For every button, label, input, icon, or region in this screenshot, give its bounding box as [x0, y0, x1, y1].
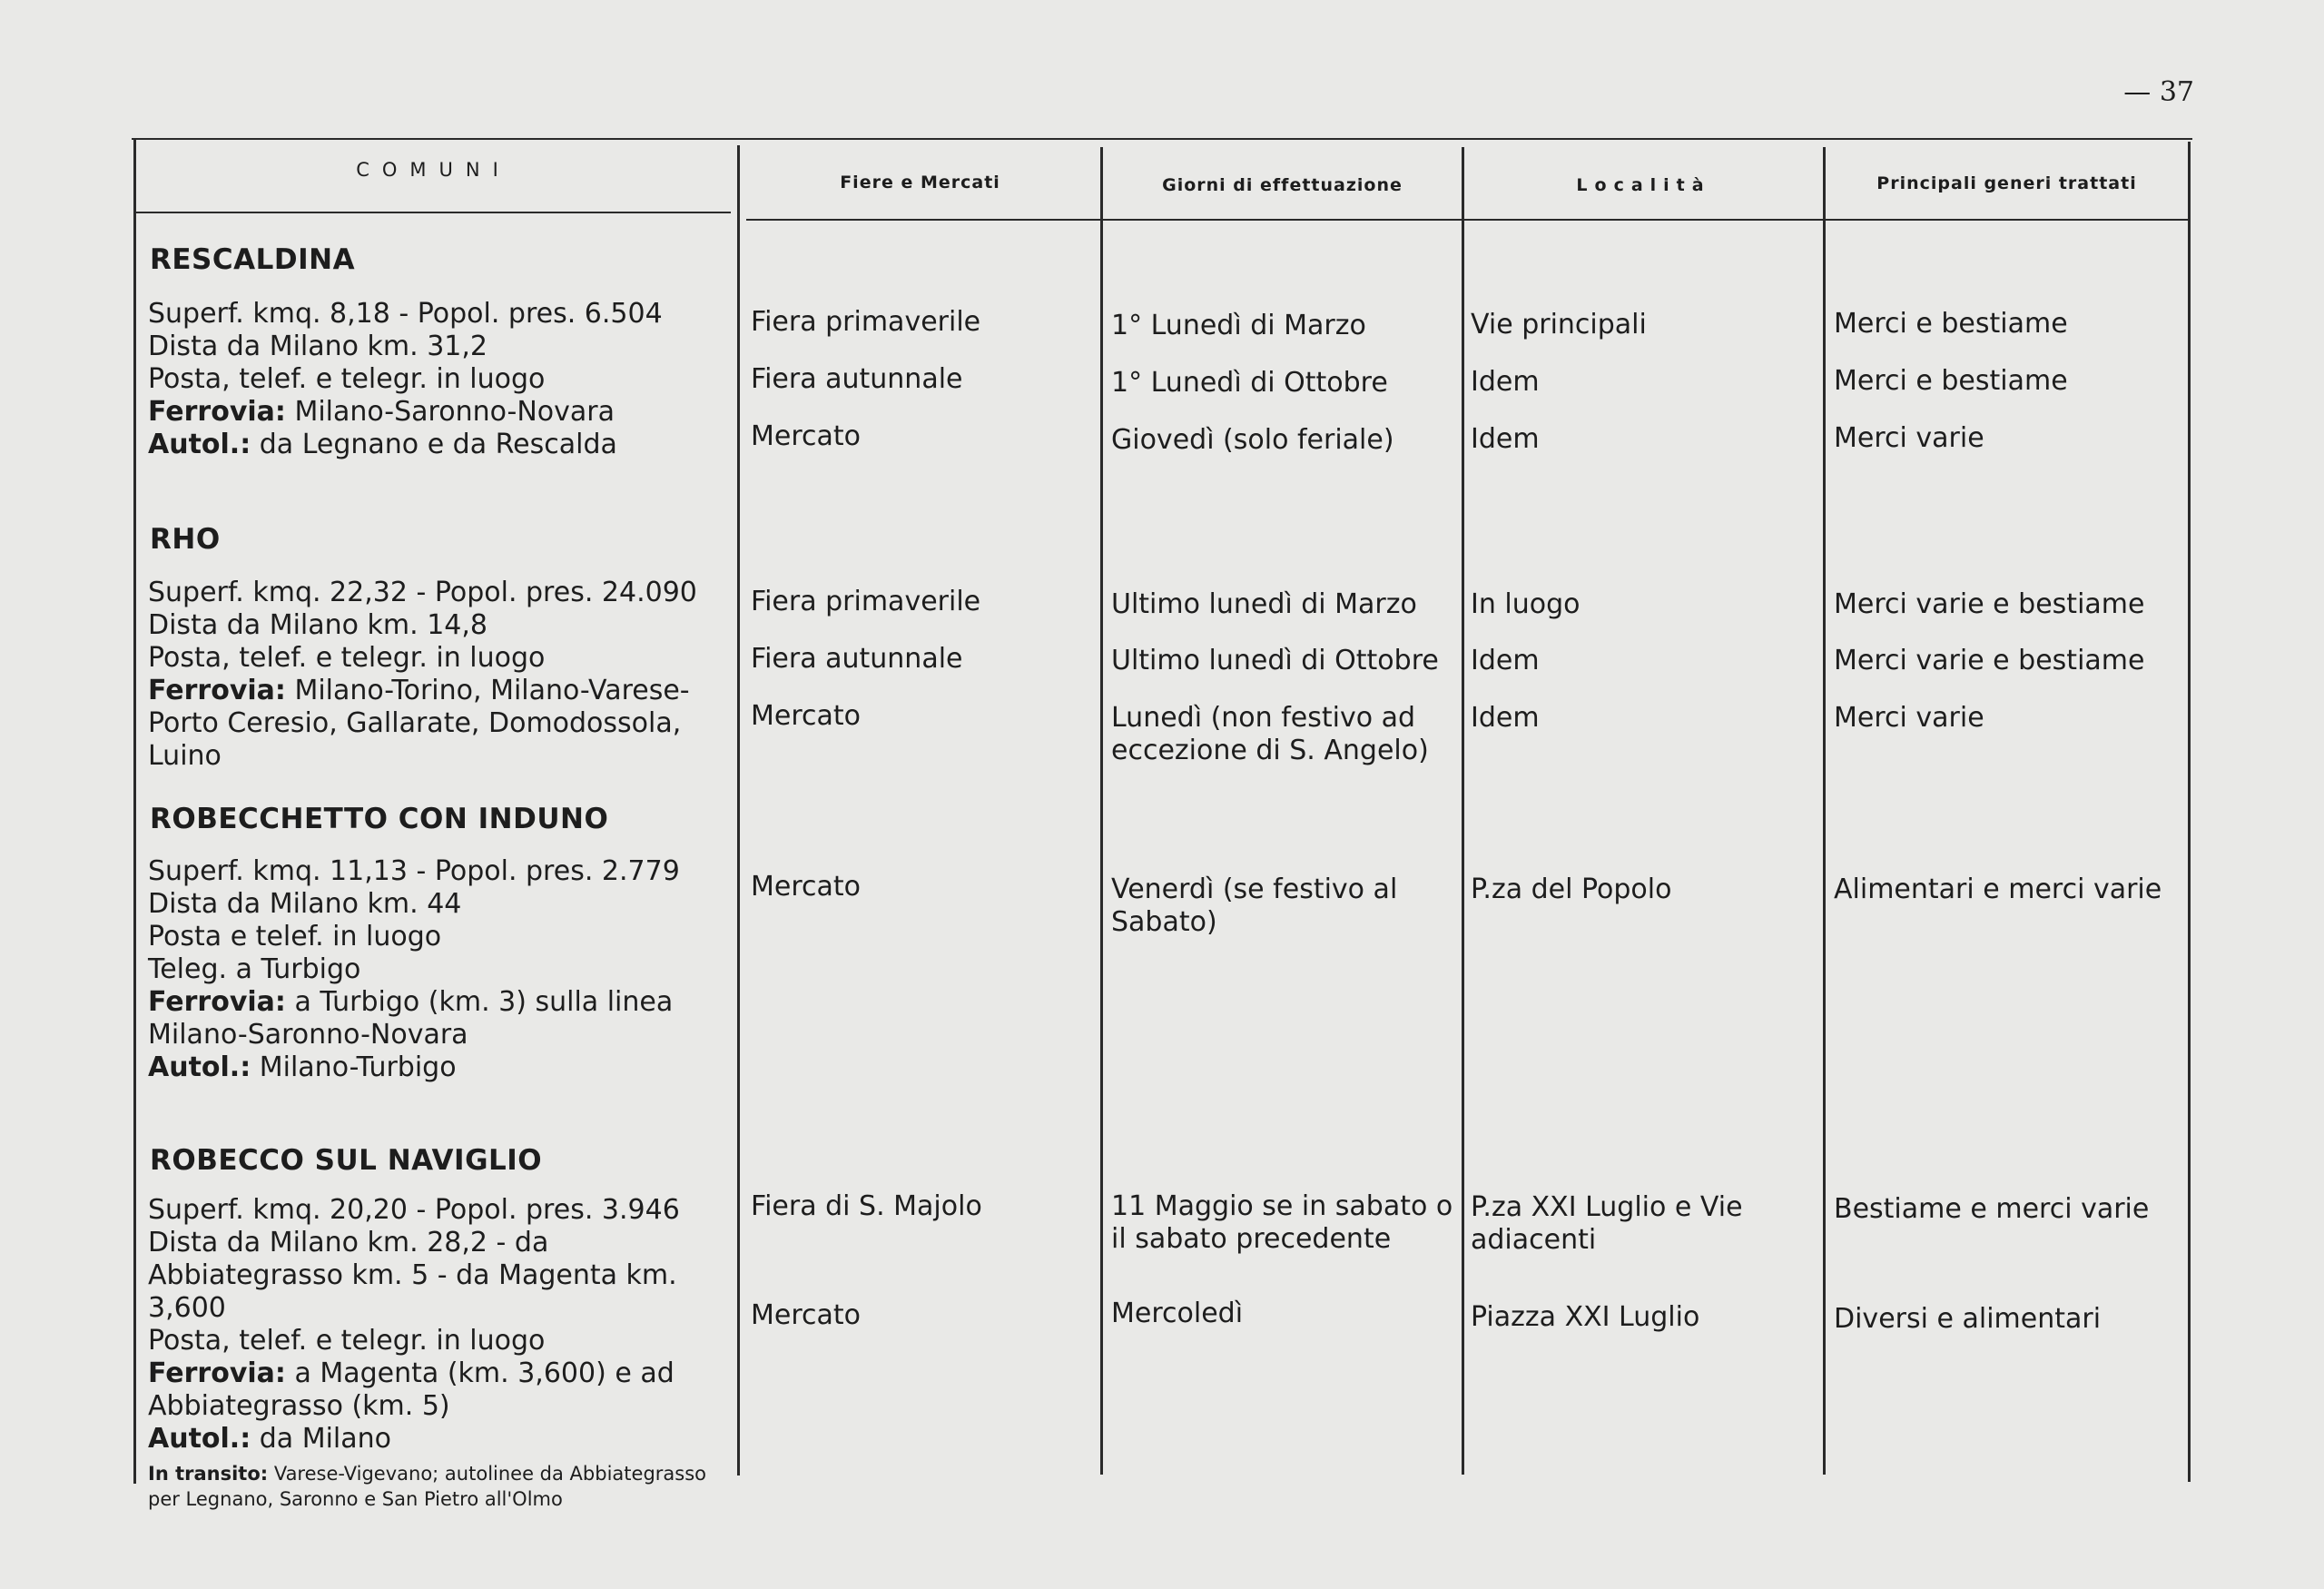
generi-cell: Merci varie [1834, 422, 1984, 454]
fiera-cell: Fiera autunnale [751, 643, 963, 675]
top-rule [132, 138, 2192, 140]
fiera-cell: Fiera autunnale [751, 363, 963, 395]
localita-cell: Idem [1471, 702, 1540, 734]
header-rule [136, 212, 731, 213]
desc-line: Dista da Milano km. 31,2 [148, 331, 488, 362]
desc-line: Posta, telef. e telegr. in luogo [148, 1325, 546, 1357]
fiera-cell: Fiera di S. Majolo [751, 1190, 982, 1222]
ferrovia-text: a Magenta (km. 3,600) e ad Abbiategrasso (km. 5) [148, 1357, 675, 1422]
fiera-cell: Mercato [751, 1299, 862, 1331]
ferrovia-text: Milano-Saronno-Novara [285, 396, 615, 428]
desc-line [148, 1357, 729, 1423]
desc-line: Superf. kmq. 20,20 - Popol. pres. 3.946 [148, 1194, 680, 1226]
localita-cell: P.za del Popolo [1471, 873, 1672, 905]
desc-line: Teleg. a Turbigo [148, 953, 361, 985]
desc-line [148, 1051, 729, 1084]
autol-label: Autol.: [148, 1051, 251, 1083]
autol-text: da Legnano e da Rescalda [251, 429, 617, 460]
column-divider [737, 145, 740, 1476]
localita-cell: Idem [1471, 645, 1540, 676]
giorni-cell: 1° Lunedì di Ottobre [1111, 367, 1388, 399]
ferrovia-text: a Turbigo (km. 3) sulla linea Milano-Saronno-Novara [148, 986, 674, 1051]
autol-text: da Milano [251, 1423, 392, 1455]
generi-cell: Diversi e alimentari [1834, 1303, 2102, 1335]
generi-cell: Merci e bestiame [1834, 308, 2068, 340]
transito-text: Varese-Vigevano; autolinee da Abbiategrasso per Legnano, Saronno e San Pietro all'Olmo [148, 1463, 707, 1510]
header-fiere: Fiere e Mercati [840, 173, 1000, 192]
localita-cell: Idem [1471, 423, 1540, 455]
generi-cell: Merci varie e bestiame [1834, 588, 2145, 620]
column-divider [2188, 142, 2191, 1482]
desc-line: Dista da Milano km. 28,2 - da Abbiategrasso km. 5 - da Magenta km. 3,600 [148, 1227, 677, 1324]
localita-cell: Piazza XXI Luglio [1471, 1301, 1700, 1333]
fiera-cell: Fiera primaverile [751, 306, 981, 338]
localita-cell: P.za XXI Luglio e Vie adiacenti [1471, 1191, 1743, 1256]
ferrovia-label: Ferrovia: [148, 675, 286, 706]
fiera-cell: Fiera primaverile [751, 586, 981, 617]
comune-description [148, 1194, 729, 1512]
desc-line: Posta e telef. in luogo [148, 921, 442, 952]
desc-line [148, 429, 729, 461]
desc-line: Dista da Milano km. 44 [148, 888, 462, 920]
giorni-cell: 11 Maggio se in sabato o il sabato precedente [1111, 1190, 1453, 1255]
giorni-cell: Lunedì (non festivo ad eccezione di S. Angelo) [1111, 702, 1429, 766]
desc-line [148, 1461, 729, 1512]
giorni-cell: 1° Lunedì di Marzo [1111, 310, 1366, 341]
generi-cell: Merci varie [1834, 702, 1984, 734]
giorni-cell: Giovedì (solo feriale) [1111, 424, 1394, 456]
column-divider [1823, 147, 1826, 1475]
localita-cell: Idem [1471, 366, 1540, 398]
desc-line: Superf. kmq. 11,13 - Popol. pres. 2.779 [148, 855, 680, 887]
desc-line: Posta, telef. e telegr. in luogo [148, 642, 546, 674]
desc-line: Superf. kmq. 22,32 - Popol. pres. 24.090 [148, 577, 697, 608]
localita-cell: Vie principali [1471, 309, 1647, 340]
header-generi: Principali generi trattati [1876, 173, 2137, 193]
generi-cell: Bestiame e merci varie [1834, 1193, 2150, 1225]
column-divider [133, 140, 136, 1484]
desc-line [148, 986, 729, 1051]
fiera-cell: Mercato [751, 420, 862, 452]
header-giorni: Giorni di effettuazione [1162, 175, 1403, 195]
ferrovia-label: Ferrovia: [148, 986, 286, 1018]
autol-text: Milano-Turbigo [251, 1051, 457, 1083]
generi-cell: Alimentari e merci varie [1834, 873, 2162, 905]
giorni-cell: Ultimo lunedì di Ottobre [1111, 645, 1439, 676]
generi-cell: Merci e bestiame [1834, 365, 2068, 397]
header-localita: Località [1576, 175, 1711, 195]
desc-line: Posta, telef. e telegr. in luogo [148, 363, 546, 395]
desc-line: Dista da Milano km. 14,8 [148, 609, 488, 641]
fiera-cell: Mercato [751, 700, 862, 732]
ferrovia-label: Ferrovia: [148, 396, 286, 428]
fiera-cell: Mercato [751, 871, 862, 903]
column-divider [1100, 147, 1103, 1475]
comune-description [148, 577, 729, 773]
desc-line [148, 396, 729, 429]
comune-name: ROBECCHETTO CON INDUNO [150, 803, 609, 835]
desc-line [148, 1423, 729, 1456]
comune-name: RHO [150, 523, 221, 556]
giorni-cell: Venerdì (se festivo al Sabato) [1111, 873, 1398, 938]
generi-cell: Merci varie e bestiame [1834, 645, 2145, 676]
column-divider [1462, 147, 1464, 1475]
giorni-cell: Ultimo lunedì di Marzo [1111, 588, 1417, 620]
giorni-cell: Mercoledì [1111, 1298, 1244, 1329]
ferrovia-label: Ferrovia: [148, 1357, 286, 1389]
comune-name: RESCALDINA [150, 243, 356, 276]
autol-label: Autol.: [148, 429, 251, 460]
desc-line [148, 675, 729, 773]
transito-label: In transito: [148, 1463, 269, 1485]
comune-name: ROBECCO SUL NAVIGLIO [150, 1144, 543, 1177]
localita-cell: In luogo [1471, 588, 1581, 620]
ferrovia-text: Milano-Torino, Milano-Varese-Porto Ceresio, Gallarate, Domodossola, Luino [148, 675, 690, 772]
autol-label: Autol.: [148, 1423, 251, 1455]
comune-description [148, 298, 729, 461]
page-number: — 37 [2123, 76, 2194, 108]
desc-line: Superf. kmq. 8,18 - Popol. pres. 6.504 [148, 298, 663, 330]
header-comuni: COMUNI [356, 159, 511, 181]
header-rule [746, 219, 2190, 221]
comune-description [148, 855, 729, 1084]
